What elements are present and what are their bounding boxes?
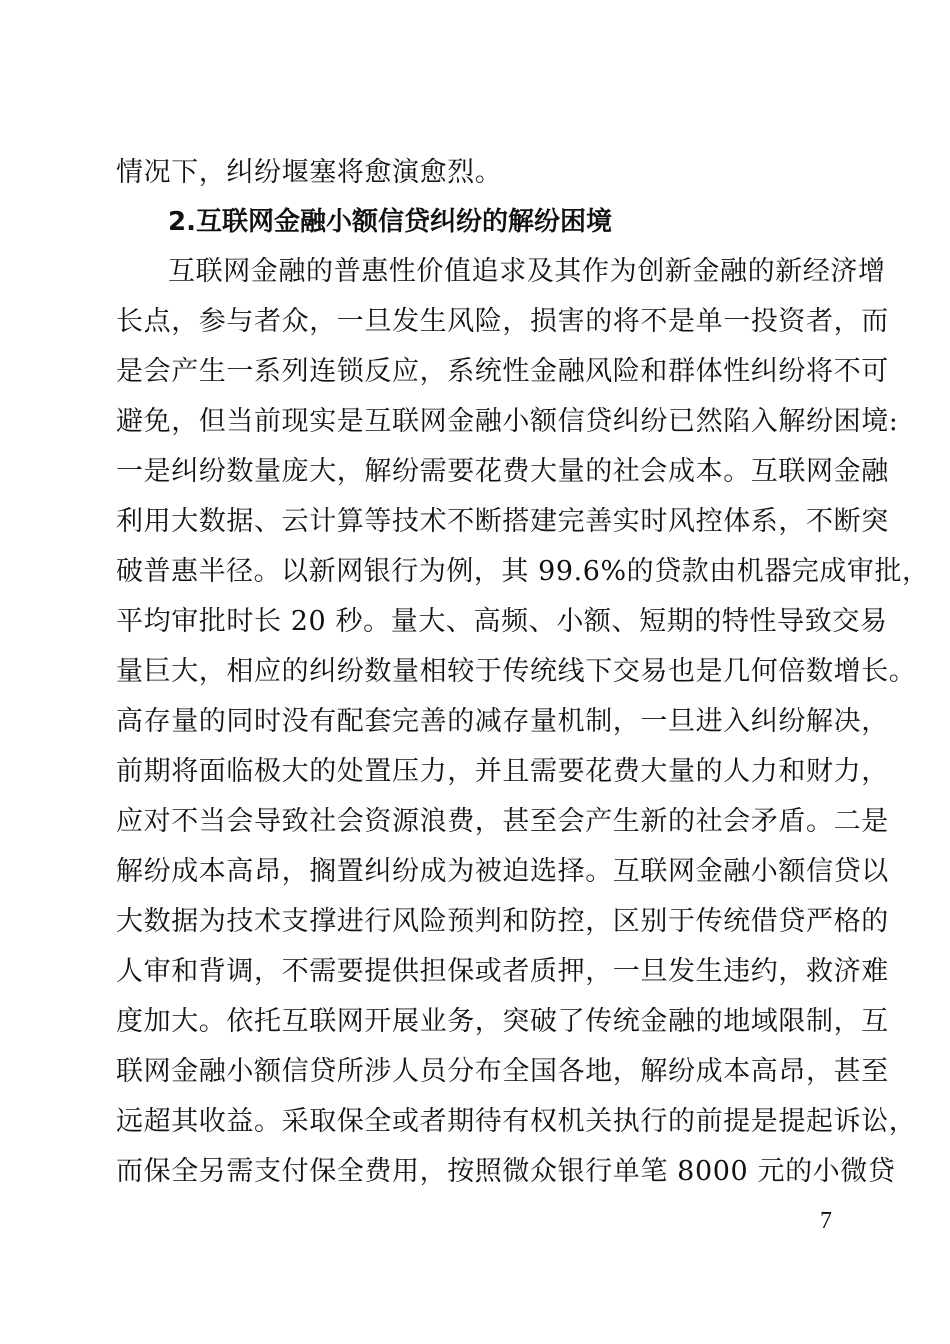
section-heading: 2.互联网金融小额信贷纠纷的解纷困境 xyxy=(168,207,612,237)
paragraph-line: 避免，但当前现实是互联网金融小额信贷纠纷已然陷入解纷困境: xyxy=(116,406,899,437)
paragraph-line: 利用大数据、云计算等技术不断搭建完善实时风控体系，不断突 xyxy=(116,506,889,537)
paragraph-line: 互联网金融的普惠性价值追求及其作为创新金融的新经济增 xyxy=(168,256,886,287)
paragraph-line: 高存量的同时没有配套完善的减存量机制，一旦进入纠纷解决， xyxy=(116,706,889,737)
paragraph-line: 量巨大，相应的纠纷数量相较于传统线下交易也是几何倍数增长。 xyxy=(116,656,917,687)
paragraph-line: 解纷成本高昂，搁置纠纷成为被迫选择。互联网金融小额信贷以 xyxy=(116,856,889,887)
paragraph-line: 长点，参与者众，一旦发生风险，损害的将不是单一投资者，而 xyxy=(116,306,889,337)
paragraph-line: 大数据为技术支撑进行风险预判和防控，区别于传统借贷严格的 xyxy=(116,906,889,937)
paragraph-line: 而保全另需支付保全费用，按照微众银行单笔 8000 元的小微贷 xyxy=(116,1156,896,1187)
paragraph-line: 一是纠纷数量庞大，解纷需要花费大量的社会成本。互联网金融 xyxy=(116,456,889,487)
paragraph-line: 是会产生一系列连锁反应，系统性金融风险和群体性纠纷将不可 xyxy=(116,356,889,387)
continuation-line: 情况下，纠纷堰塞将愈演愈烈。 xyxy=(116,157,503,188)
paragraph-line: 平均审批时长 20 秒。量大、高频、小额、短期的特性导致交易 xyxy=(116,606,888,637)
paragraph-line: 度加大。依托互联网开展业务，突破了传统金融的地域限制，互 xyxy=(116,1006,889,1037)
paragraph-line: 前期将面临极大的处置压力，并且需要花费大量的人力和财力， xyxy=(116,756,889,787)
paragraph-line: 远超其收益。采取保全或者期待有权机关执行的前提是提起诉讼， xyxy=(116,1106,917,1137)
paragraph-line: 破普惠半径。以新网银行为例，其 99.6%的贷款由机器完成审批， xyxy=(116,556,930,587)
page-number: 7 xyxy=(820,1208,832,1234)
paragraph-line: 应对不当会导致社会资源浪费，甚至会产生新的社会矛盾。二是 xyxy=(116,806,889,837)
paragraph-line: 人审和背调，不需要提供担保或者质押，一旦发生违约，救济难 xyxy=(116,956,889,987)
paragraph-line: 联网金融小额信贷所涉人员分布全国各地，解纷成本高昂，甚至 xyxy=(116,1056,889,1087)
